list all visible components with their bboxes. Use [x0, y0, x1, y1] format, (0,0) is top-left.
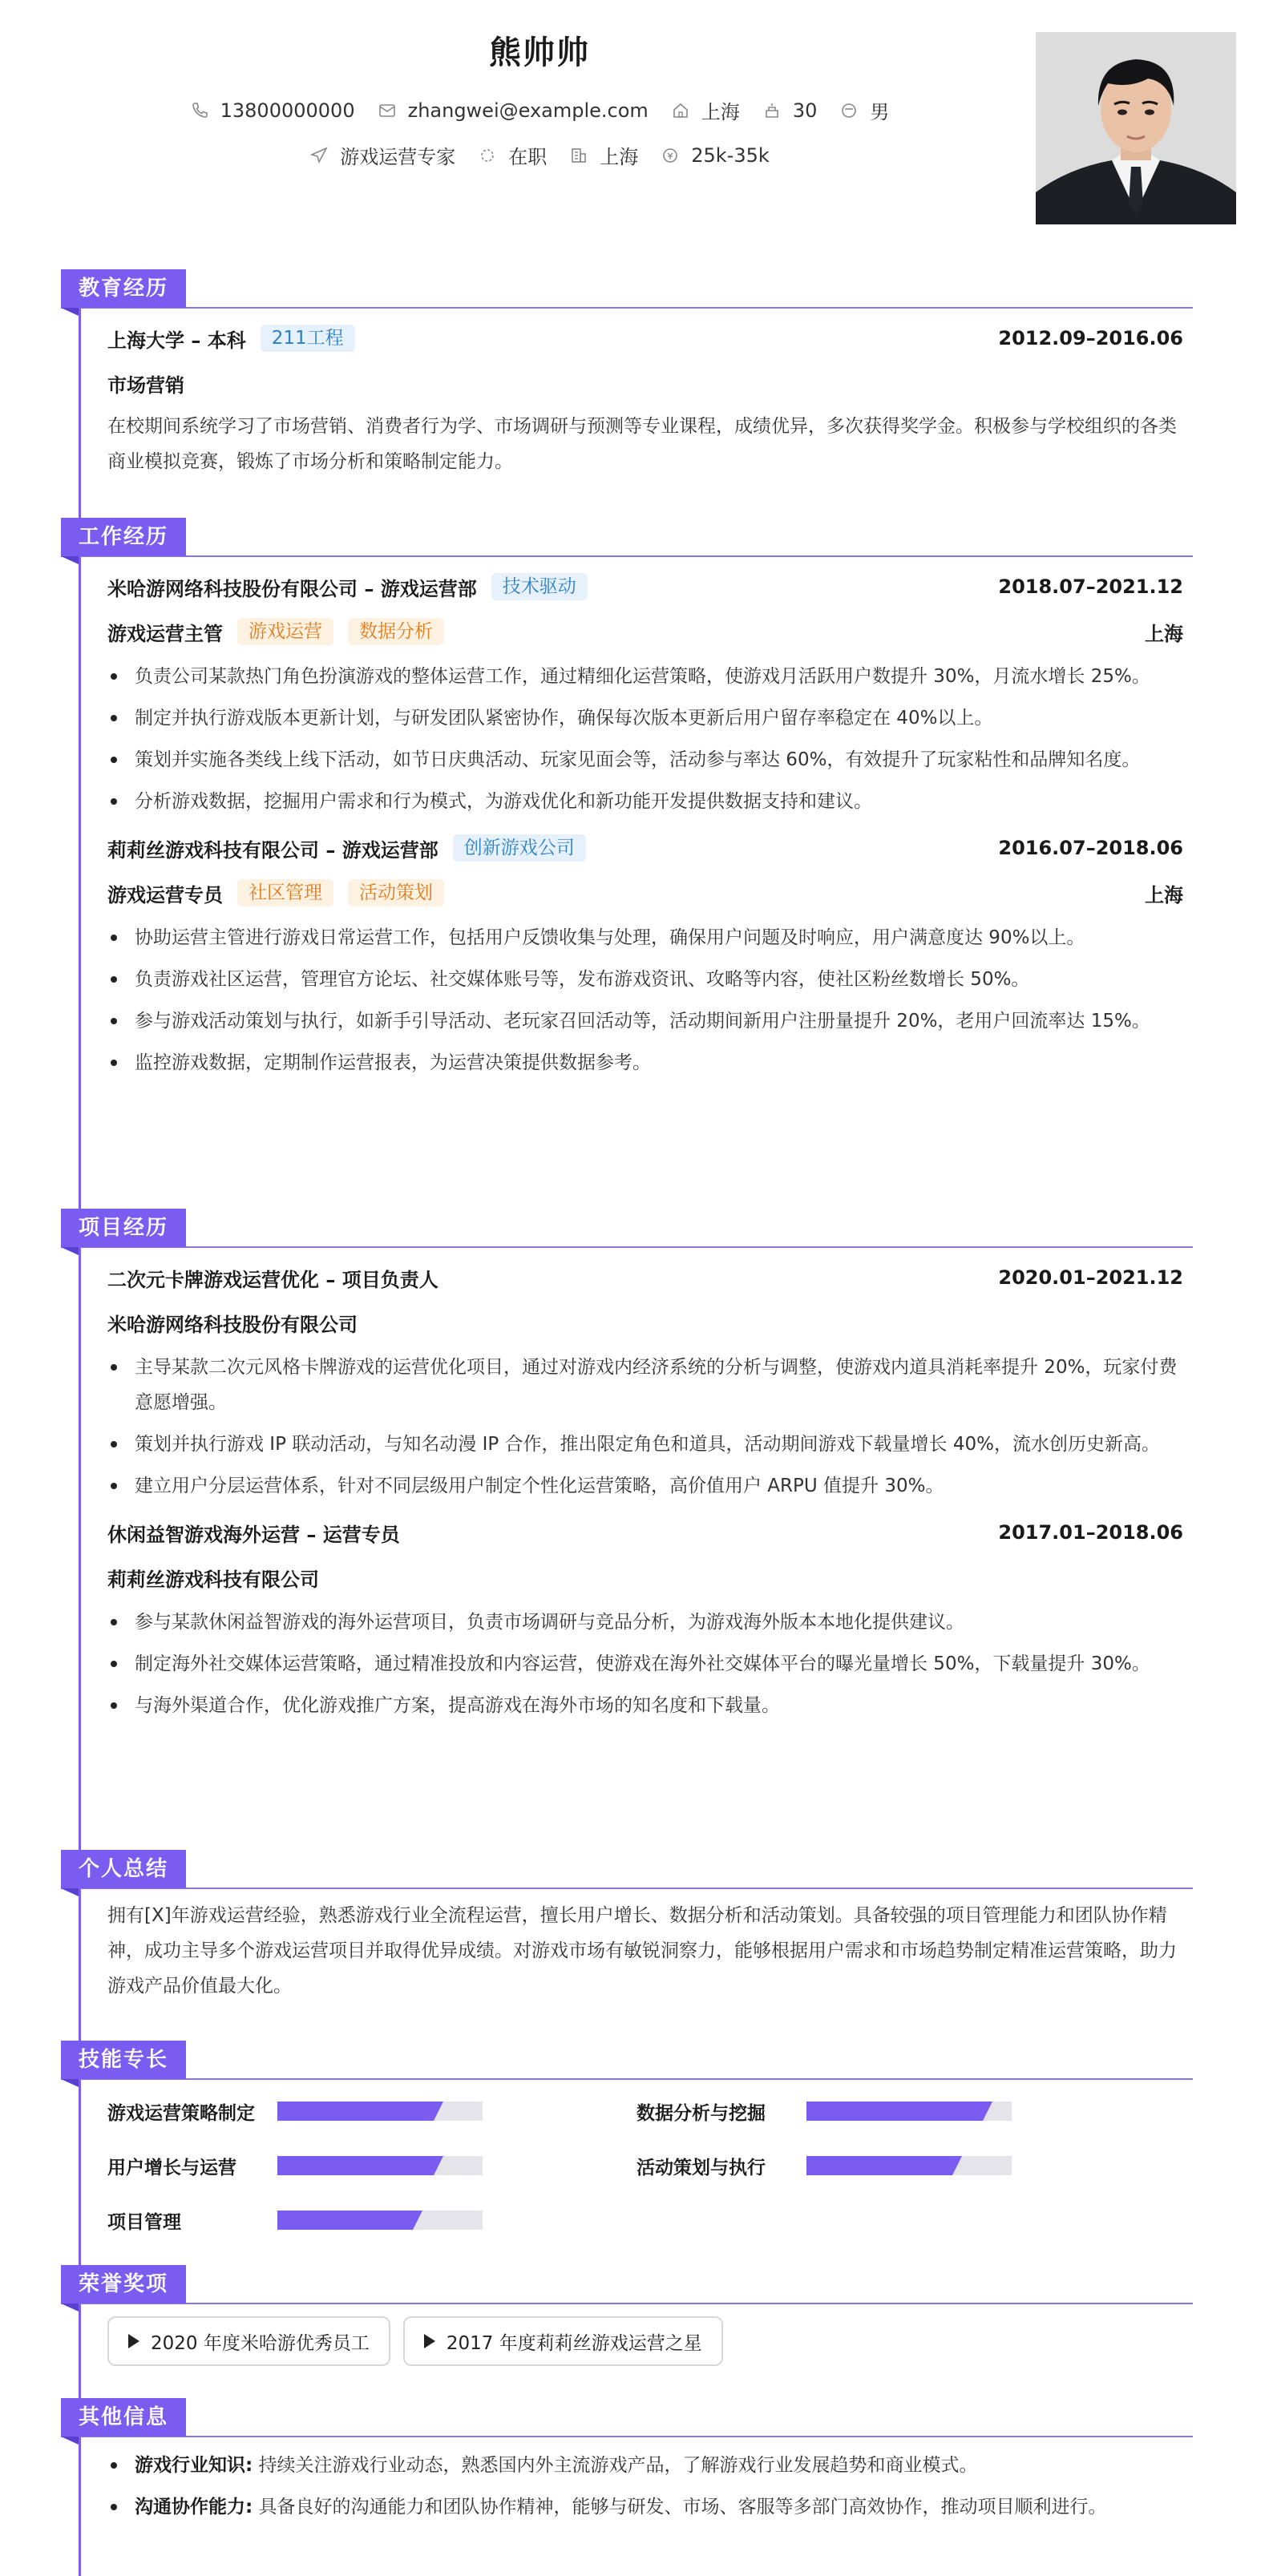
list-item: 负责游戏社区运营，管理官方论坛、社交媒体账号等，发布游戏资讯、攻略等内容，使社区粉丝数增长 50%。: [107, 962, 1183, 997]
skill-level-fill: [806, 2156, 952, 2175]
list-item: 参与某款休闲益智游戏的海外运营项目，负责市场调研与竞品分析，为游戏海外版本本地化提供建议。: [107, 1605, 1183, 1640]
section-header: [61, 2041, 1193, 2082]
gender-icon: [839, 101, 859, 120]
phone-text: 13800000000: [220, 99, 355, 122]
project-date: 2017.01–2018.06: [998, 1521, 1183, 1544]
coin-icon: [661, 146, 680, 165]
skill-level-fill: [277, 2156, 434, 2175]
section-header: [61, 2398, 1193, 2440]
building-icon: [569, 146, 588, 165]
education-section: [61, 269, 1193, 479]
skill-bar: [277, 2211, 483, 2230]
job-bullet-list: [107, 920, 1183, 1080]
email-text: zhangwei@example.com: [407, 99, 649, 122]
list-item: 制定并执行游戏版本更新计划，与研发团队紧密协作，确保每次版本更新后用户留存率稳定在 40%以上。: [107, 701, 1183, 736]
summary-text: 拥有[X]年游戏运营经验，熟悉游戏行业全流程运营，擅长用户增长、数据分析和活动策划。具备较强的项目管理能力和团队协作精神，成功主导多个游戏运营项目并取得优异成绩。对游戏市场有敏锐洞察力，能够根据用户需求和市场趋势制定精准运营策略，助力游戏产品价值最大化。: [107, 1905, 1177, 1997]
section-divider: [61, 555, 1193, 557]
job-role-row: [107, 609, 1183, 654]
job-title-text: 游戏运营专家: [340, 146, 456, 168]
salary-item: [661, 144, 770, 167]
city-text: 上海: [701, 101, 740, 123]
job-role-row: [107, 870, 1183, 915]
award-text: 2020 年度米哈游优秀员工: [151, 2332, 370, 2354]
gender-item: [839, 96, 889, 124]
section-title: 个人总结: [61, 1850, 186, 1888]
email-item: [378, 99, 649, 122]
job-location: 上海: [1145, 883, 1183, 906]
job-date: 2018.07–2021.12: [998, 575, 1183, 598]
company-tag: 创新游戏公司: [453, 834, 586, 862]
phone-icon: [190, 101, 209, 120]
other-section: [61, 2398, 1193, 2531]
target-city-text: 上海: [600, 146, 639, 168]
home-icon: [671, 101, 690, 120]
company-name: 莉莉丝游戏科技有限公司 – 游戏运营部: [107, 838, 438, 862]
section-divider: [61, 2303, 1193, 2304]
project-row: [107, 1255, 1183, 1300]
list-item: 协助运营主管进行游戏日常运营工作，包括用户反馈收集与处理，确保用户问题及时响应，用户满意度达 90%以上。: [107, 920, 1183, 955]
skill-grid: [107, 2084, 1183, 2247]
role-name: 游戏运营主管: [107, 622, 223, 645]
other-info-label: 沟通协作能力:: [135, 2497, 253, 2517]
summary-section: [61, 1850, 1193, 2004]
job-title-item: [309, 141, 455, 169]
list-item: 分析游戏数据，挖掘用户需求和行为模式，为游戏优化和新功能开发提供数据支持和建议。: [107, 784, 1183, 819]
portrait-image: [1036, 32, 1236, 224]
major-name: 市场营销: [107, 373, 184, 397]
resume-header: [0, 0, 1273, 232]
phone-item: [190, 99, 355, 122]
skill-name: 数据分析与挖掘: [636, 2102, 766, 2124]
role-name: 游戏运营专员: [107, 883, 223, 906]
awards-section: [61, 2265, 1193, 2366]
skill-item: [107, 2193, 636, 2247]
job-company-row: [107, 564, 1183, 609]
skill-item: [636, 2138, 1166, 2193]
gender-text: 男: [870, 101, 890, 123]
award-item: [107, 2316, 390, 2366]
status-text: 在职: [508, 146, 548, 168]
other-info-list: [107, 2448, 1183, 2525]
play-triangle-icon: [424, 2334, 435, 2348]
school-tag: 211工程: [261, 325, 355, 352]
city-item: [671, 96, 740, 124]
section-header: [61, 269, 1193, 311]
work-section: [61, 518, 1193, 1087]
salary-text: 25k-35k: [691, 143, 770, 167]
company-name: 米哈游网络科技股份有限公司 – 游戏运营部: [107, 577, 477, 600]
list-item: 监控游戏数据，定期制作运营报表，为运营决策提供数据参考。: [107, 1045, 1183, 1080]
other-info-label: 游戏行业知识:: [135, 2455, 253, 2476]
section-divider: [61, 307, 1193, 309]
skill-name: 用户增长与运营: [107, 2157, 236, 2178]
list-item: 负责公司某款热门角色扮演游戏的整体运营工作，通过精细化运营策略，使游戏月活跃用户数提升 30%，月流水增长 25%。: [107, 659, 1183, 694]
section-title: 荣誉奖项: [61, 2265, 186, 2303]
other-info-text: 具备良好的沟通能力和团队协作精神，能够与研发、市场、客服等多部门高效协作，推动项目顺利进行。: [258, 2497, 1107, 2517]
skill-name: 游戏运营策略制定: [107, 2102, 255, 2124]
section-header: [61, 2265, 1193, 2307]
list-item: 参与游戏活动策划与执行，如新手引导活动、老玩家召回活动等，活动期间新用户注册量提升 20%，老用户回流率达 15%。: [107, 1003, 1183, 1039]
project-date: 2020.01–2021.12: [998, 1266, 1183, 1289]
job-bullet-list: [107, 659, 1183, 819]
skill-level-fill: [277, 2102, 434, 2121]
section-header: [61, 1209, 1193, 1250]
project-row: [107, 1510, 1183, 1555]
section-divider: [61, 2078, 1193, 2080]
target-city-item: [569, 141, 638, 169]
list-item: [107, 2489, 1183, 2525]
list-item: 策划并实施各类线上线下活动，如节日庆典活动、玩家见面会等，活动参与率达 60%，有效提升了玩家粘性和品牌知名度。: [107, 742, 1183, 777]
section-header: [61, 1850, 1193, 1892]
role-tag: 社区管理: [237, 879, 333, 906]
project-bullet-list: [107, 1350, 1183, 1504]
age-text: 30: [792, 99, 818, 122]
education-row: [107, 316, 1183, 361]
skill-bar: [277, 2102, 483, 2121]
job-company-row: [107, 826, 1183, 870]
mail-icon: [378, 101, 397, 120]
skill-item: [636, 2084, 1166, 2138]
section-title: 教育经历: [61, 269, 186, 308]
school-name: 上海大学 – 本科: [107, 329, 246, 352]
list-item: 建立用户分层运营体系，针对不同层级用户制定个性化运营策略，高价值用户 ARPU 值提升 30%。: [107, 1468, 1183, 1504]
skill-bar: [277, 2156, 483, 2175]
project-name: 休闲益智游戏海外运营 – 运营专员: [107, 1523, 400, 1546]
skill-name: 活动策划与执行: [636, 2157, 766, 2178]
list-item: 制定海外社交媒体运营策略，通过精准投放和内容运营，使游戏在海外社交媒体平台的曝光量增长 50%，下载量提升 30%。: [107, 1646, 1183, 1682]
list-item: 策划并执行游戏 IP 联动活动，与知名动漫 IP 合作，推出限定角色和道具，活动期间游戏下载量增长 40%，流水创历史新高。: [107, 1427, 1183, 1462]
play-triangle-icon: [128, 2334, 139, 2348]
section-divider: [61, 1888, 1193, 1889]
list-item: 主导某款二次元风格卡牌游戏的运营优化项目，通过对游戏内经济系统的分析与调整，使游戏内道具消耗率提升 20%，玩家付费意愿增强。: [107, 1350, 1183, 1420]
age-item: [762, 99, 818, 122]
section-divider: [61, 1246, 1193, 1248]
skill-item: [107, 2138, 636, 2193]
project-bullet-list: [107, 1605, 1183, 1723]
company-tag: 技术驱动: [491, 573, 588, 600]
job-date: 2016.07–2018.06: [998, 837, 1183, 859]
role-tag: 数据分析: [348, 618, 444, 645]
section-header: [61, 518, 1193, 559]
award-list: [107, 2307, 1183, 2366]
section-title: 其他信息: [61, 2398, 186, 2437]
project-org-row: [107, 1300, 1183, 1345]
role-tag: 活动策划: [348, 879, 444, 906]
status-item: [478, 141, 547, 169]
candidate-name: 熊帅帅: [489, 34, 590, 71]
skill-level-fill: [277, 2211, 413, 2230]
section-title: 工作经历: [61, 518, 186, 556]
skill-name: 项目管理: [107, 2211, 181, 2233]
section-title: 项目经历: [61, 1209, 186, 1247]
skill-bar: [806, 2102, 1012, 2121]
education-description: 在校期间系统学习了市场营销、消费者行为学、市场调研与预测等专业课程，成绩优异，多次获得奖学金。积极参与学校组织的各类商业模拟竞赛，锻炼了市场分析和策略制定能力。: [107, 416, 1177, 472]
education-date: 2012.09–2016.06: [998, 327, 1183, 349]
award-text: 2017 年度莉莉丝游戏运营之星: [446, 2332, 702, 2354]
list-item: [107, 2448, 1183, 2483]
job-row: [0, 141, 1079, 169]
skill-item: [107, 2084, 636, 2138]
award-item: [403, 2316, 723, 2366]
list-item: 与海外渠道合作，优化游戏推广方案，提高游戏在海外市场的知名度和下载量。: [107, 1688, 1183, 1723]
project-org: 莉莉丝游戏科技有限公司: [107, 1568, 319, 1591]
skills-section: [61, 2041, 1193, 2247]
job-location: 上海: [1145, 622, 1183, 645]
project-org: 米哈游网络科技股份有限公司: [107, 1313, 358, 1336]
skill-bar: [806, 2156, 1012, 2175]
age-icon: [762, 101, 782, 120]
major-row: [107, 361, 1183, 406]
role-tag: 游戏运营: [237, 618, 333, 645]
other-info-text: 持续关注游戏行业动态，熟悉国内外主流游戏产品，了解游戏行业发展趋势和商业模式。: [258, 2455, 978, 2476]
project-name: 二次元卡牌游戏运营优化 – 项目负责人: [107, 1268, 438, 1291]
send-icon: [309, 146, 329, 165]
section-divider: [61, 2436, 1193, 2437]
status-icon: [478, 146, 497, 165]
avatar: [1036, 32, 1236, 224]
projects-section: [61, 1209, 1193, 1730]
project-org-row: [107, 1555, 1183, 1600]
section-title: 技能专长: [61, 2041, 186, 2079]
contact-row: [0, 96, 1079, 124]
skill-level-fill: [806, 2102, 983, 2121]
